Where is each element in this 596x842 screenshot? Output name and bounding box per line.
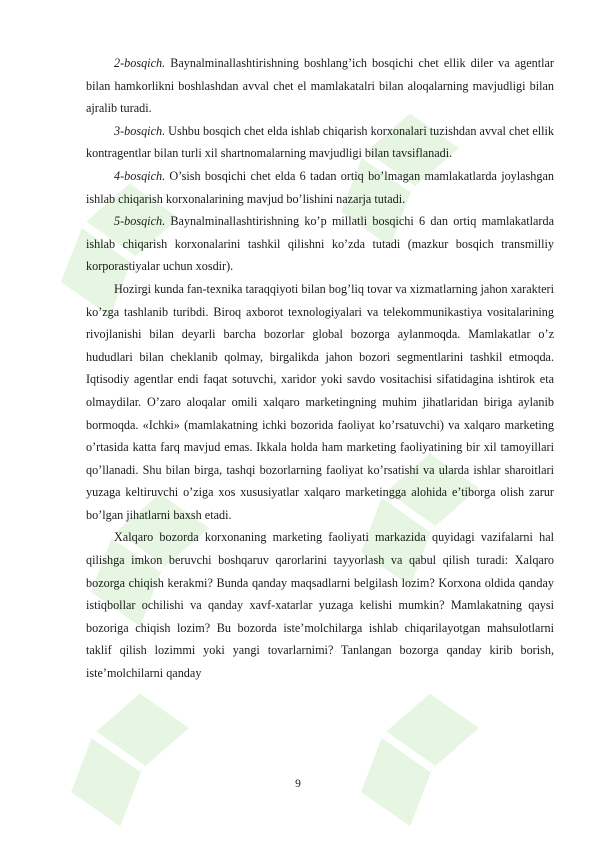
stage-label: 2-bosqich. [114, 56, 166, 70]
paragraph-text: Hozirgi kunda fan-texnika taraqqiyoti bilan bog’liq tovar va xizmatlarning jahon xarakteri ko’zga tashlanib turibdi. Biroq axborot texnologiyalari va telekommunikastiya vositalarining rivojlanishi bilan deyarli barcha bozorlar global bozorga aylanmoqda. Mamlakatlar o’z hududlari bilan cheklanib qolmay, birgalikda jahon bozori segmentlarini tashkil etmoqda. Iqtisodiy agentlar endi faqat sotuvchi, xaridor yoki savdo vositachisi sifatidagina ishtirok eta olmaydilar. O’zaro aloqalar omili xalqaro marketingning muhim jihatlaridan biriga aylanib bormoqda. «Ichki» (mamlakatning ichki bozorida faoliyat ko’rsatuvchi) va xalqaro marketing o’rtasida katta farq mavjud emas. Ikkala holda ham marketing faoliyatining bir xil tamoyillari qo’llanadi. Shu bilan birga, tashqi bozorlarning faoliyat ko’rsatishi va ularda ishlar sharoitlari yuzaga keltiruvchi o’ziga xos xususiyatlar xalqaro marketingga alohida e’tiborga olish zarur bo’lgan jihatlarni baxsh etadi. [86, 281, 554, 522]
paragraph-text: O’sish bosqichi chet elda 6 tadan ortiq bo’lmagan mamlakatlarda joylashgan ishlab chiqarish korxonalarining mavjud bo’lishini nazarja tutadi. [86, 168, 554, 206]
book-logo-icon [59, 685, 189, 826]
page-number: 9 [295, 778, 301, 790]
paragraph-text: Xalqaro bozorda korxonaning marketing faoliyati markazida quyidagi vazifalarni hal qilishga imkon beruvchi boshqaruv qarorlarini tayyorlash va qabul qilish turadi: Xalqaro bozorga chiqish kerakmi? Bunda qanday maqsadlarni belgilash lozim? Korxona oldida qanday istiqbollar ochilishi va qanday xavf-xatarlar yuzaga kelishi mumkin? Mamlakatning qaysi bozoriga chiqish lozim? Bu bozorda iste’molchilarga ishlab chiqarilayotgan mahsulotlarni taklif qilish lozimmi yoki yangi tovarlarnimi? Tanlangan bozorga qanday kirib borish, iste’molchilarni qanday [86, 530, 554, 681]
paragraph-text: Baynalminallashtirishning ko’p millatli bosqichi 6 dan ortiq mamlakatlarda ishlab chiqarish korxonalarini tashkil qilishni ko’zda tutadi (mazkur bosqich transmilliy korporastiyalar uchun xosdir). [86, 214, 554, 274]
paragraph-stage-4 [86, 165, 554, 210]
stage-label: 5-bosqich. [114, 214, 166, 229]
book-logo-icon [349, 685, 479, 826]
paragraph-global-markets [86, 278, 554, 527]
paragraph-international-decisions [86, 526, 554, 684]
page-body [86, 52, 554, 685]
paragraph-stage-2 [86, 52, 554, 120]
paragraph-text: Baynalminallashtirishning boshlang’ich bosqichi chet ellik diler va agentlar bilan hamkorlikni boshlashdan avval chet el mamlakatalri bilan aloqalarning mavjudligi bilan ajralib turadi. [86, 56, 554, 116]
stage-label: 4-bosqich. [114, 168, 166, 183]
paragraph-stage-3 [86, 120, 554, 165]
paragraph-text: Ushbu bosqich chet elda ishlab chiqarish korxonalari tuzishdan avval chet ellik kontragentlar bilan turli xil shartnomalarning mavjudligi bilan tavsiflanadi. [86, 123, 555, 161]
stage-label: 3-bosqich. [114, 123, 166, 138]
paragraph-stage-5 [86, 210, 554, 278]
